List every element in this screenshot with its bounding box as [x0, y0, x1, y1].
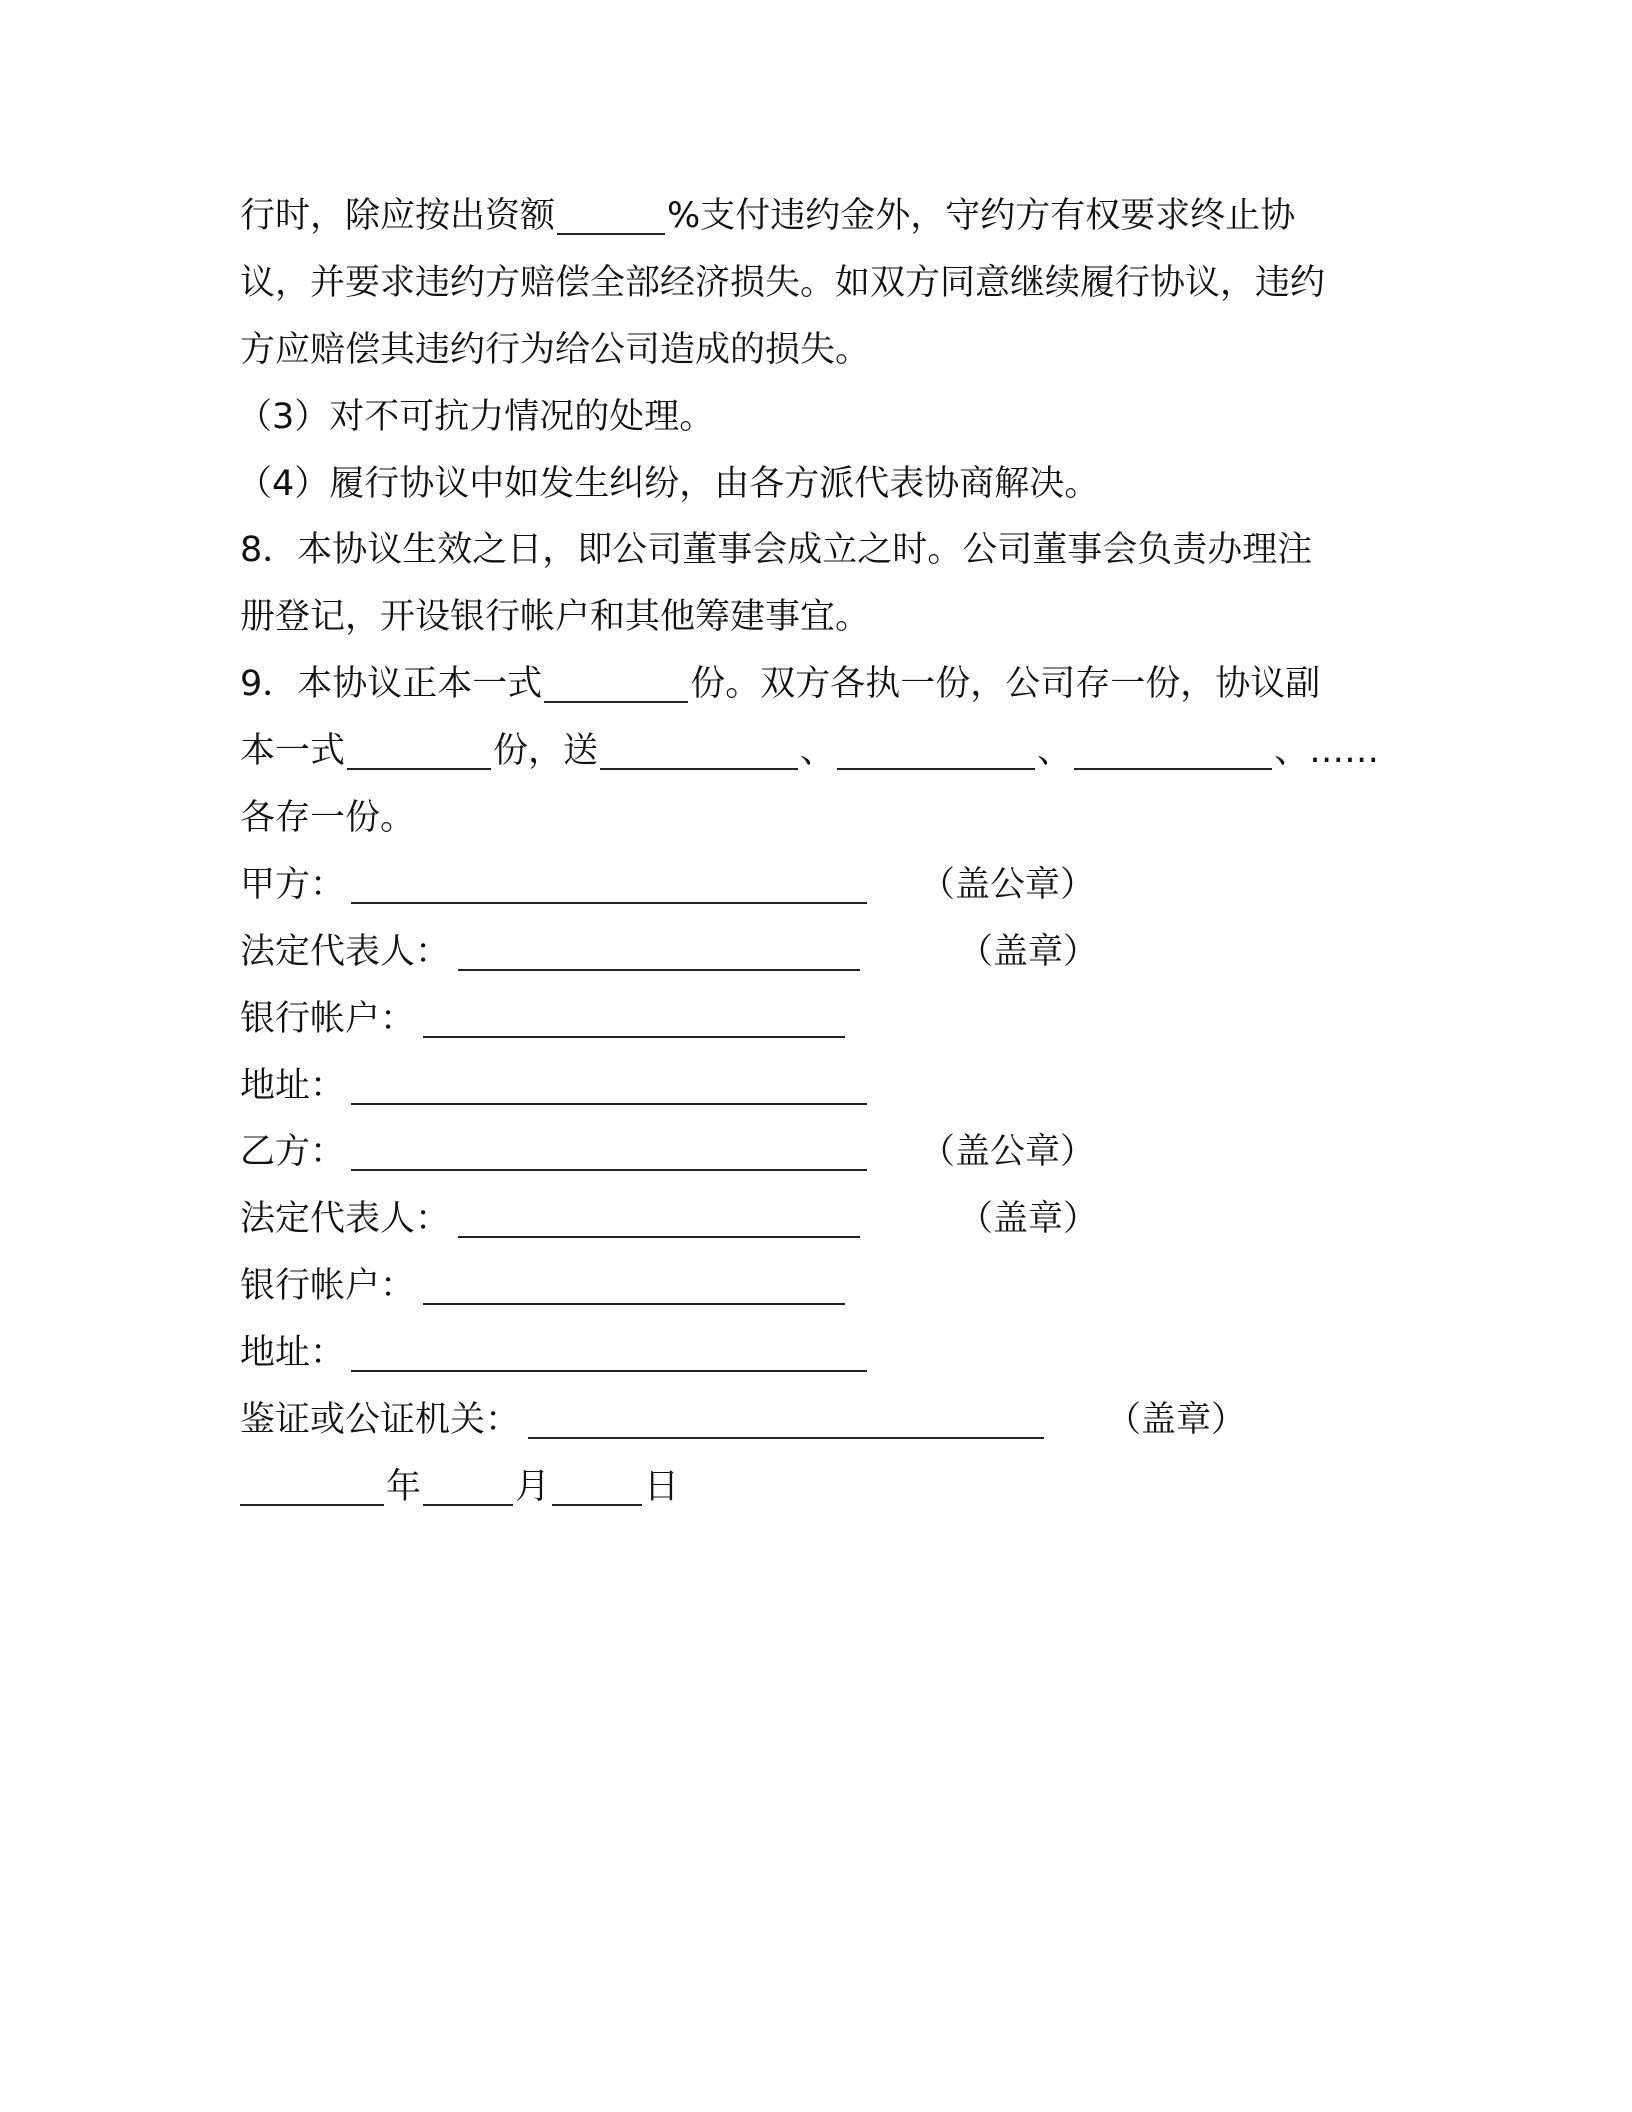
party-a-rep-label: 法定代表人： [240, 932, 451, 972]
paragraph-line-2: 议，并要求违约方赔偿全部经济损失。如双方同意继续履行协议，违约 [240, 263, 1326, 303]
clause-9-line-3: 各存一份。 [240, 798, 416, 838]
fill-blank-recipient-2[interactable] [837, 728, 1035, 770]
party-b-label: 乙方： [240, 1132, 346, 1172]
clause-9-line-1 [240, 656, 1320, 712]
party-b-address-label: 地址： [240, 1333, 346, 1373]
party-b-rep-seal: （盖章） [958, 1199, 1099, 1239]
party-b-address-field[interactable] [351, 1330, 867, 1372]
fill-blank-recipient-3[interactable] [1074, 728, 1272, 770]
party-a-address-row [240, 1058, 869, 1114]
party-a-row [240, 857, 869, 913]
party-b-bank-field[interactable] [423, 1263, 845, 1305]
party-a-bank-field[interactable] [423, 996, 845, 1038]
ellipsis: 、…… [1274, 731, 1380, 771]
party-b-rep-field[interactable] [458, 1196, 860, 1238]
party-a-address-label: 地址： [240, 1066, 346, 1106]
text-segment: 行时，除应按出资额 [240, 196, 556, 236]
year-field[interactable] [240, 1464, 384, 1506]
clause-item-3: （3）对不可抗力情况的处理。 [237, 397, 715, 437]
clause-8-line-1: 8．本协议生效之日，即公司董事会成立之时。公司董事会负责办理注 [240, 530, 1313, 570]
clause-item-4: （4）履行协议中如发生纠纷，由各方派代表协商解决。 [237, 464, 1100, 504]
year-label: 年 [386, 1467, 422, 1507]
party-b-rep-row [240, 1191, 862, 1247]
day-field[interactable] [552, 1464, 642, 1506]
party-b-bank-row [240, 1258, 847, 1314]
party-b-rep-label: 法定代表人： [240, 1199, 451, 1239]
paragraph-line-1 [240, 188, 1295, 244]
party-a-label: 甲方： [240, 865, 346, 905]
party-b-seal: （盖公章） [920, 1132, 1096, 1172]
party-a-rep-row [240, 924, 862, 980]
text-segment: 9．本协议正本一式 [240, 664, 543, 704]
clause-8-line-2: 册登记，开设银行帐户和其他筹建事宜。 [240, 597, 871, 637]
party-a-bank-row [240, 991, 847, 1047]
fill-blank-recipient-1[interactable] [600, 728, 798, 770]
date-row [240, 1459, 679, 1515]
party-a-rep-seal: （盖章） [958, 932, 1099, 972]
notary-label: 鉴证或公证机关： [240, 1400, 521, 1440]
party-a-name-field[interactable] [351, 862, 867, 904]
day-label: 日 [644, 1467, 680, 1507]
separator: 、 [800, 731, 836, 771]
month-field[interactable] [423, 1464, 513, 1506]
text-segment: 份，送 [493, 731, 599, 771]
party-b-address-row [240, 1325, 869, 1381]
notary-seal: （盖章） [1106, 1400, 1247, 1440]
party-b-row [240, 1124, 869, 1180]
party-a-address-field[interactable] [351, 1063, 867, 1105]
clause-9-line-2 [240, 723, 1379, 779]
party-a-bank-label: 银行帐户： [240, 999, 416, 1039]
text-segment: 份。双方各执一份，公司存一份，协议副 [690, 664, 1321, 704]
notary-field[interactable] [528, 1397, 1044, 1439]
text-segment: %支付违约金外，守约方有权要求终止协 [667, 196, 1296, 236]
party-b-name-field[interactable] [351, 1129, 867, 1171]
notary-row [240, 1392, 1046, 1448]
text-segment: 本一式 [240, 731, 346, 771]
fill-blank-penalty-rate[interactable] [557, 193, 665, 235]
fill-blank-duplicate-copies[interactable] [347, 728, 491, 770]
separator: 、 [1037, 731, 1073, 771]
party-a-seal: （盖公章） [920, 865, 1096, 905]
month-label: 月 [515, 1467, 551, 1507]
party-b-bank-label: 银行帐户： [240, 1266, 416, 1306]
fill-blank-original-copies[interactable] [544, 661, 688, 703]
party-a-rep-field[interactable] [458, 929, 860, 971]
paragraph-line-3: 方应赔偿其违约行为给公司造成的损失。 [240, 330, 871, 370]
